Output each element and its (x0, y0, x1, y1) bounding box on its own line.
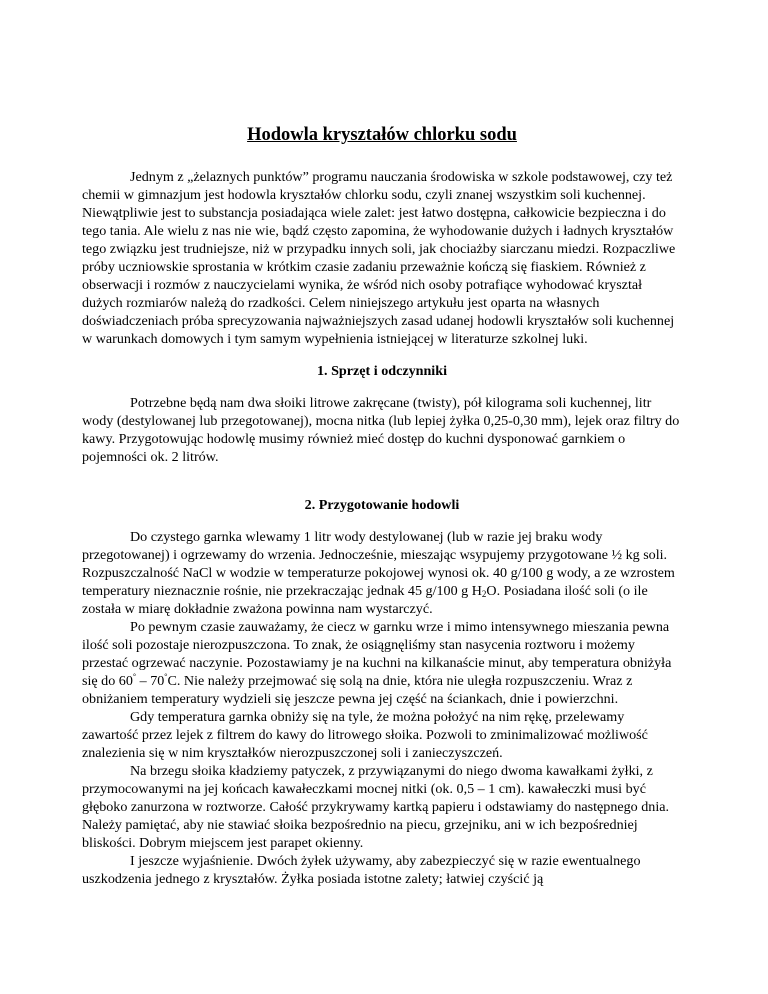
intro-paragraph: Jednym z „żelaznych punktów” programu nauczania środowiska w szkole podstawowej, czy też chemii w gimnazjum jest hodowla kryształów chlorku sodu, czyli znanej wszystkim soli kuchennej. Niewątpliwie jest to substancja posiadająca wiele zalet: jest łatwo dostępna, całkowicie bezpieczna i do tego tania. Ale wielu z nas nie wie, bądź często zapomina, że wyhodowanie dużych i ładnych kryształów tego związku jest trudniejsze, niż w przypadku innych soli, jak chociażby siarczanu miedzi. Rozpaczliwe próby uczniowskie sprostania w krótkim czasie zadaniu przeważnie kończą się fiaskiem. Również z obserwacji i rozmów z nauczycielami wynika, że wśród nich osoby potrafiące wyhodować kryształ dużych rozmiarów należą do rzadkości. Celem niniejszego artykułu jest oparta na własnych doświadczeniach próba sprecyzowania najważniejszych zasad udanej hodowli kryształów soli kuchennej w warunkach domowych i tym samym wypełnienia istniejącej w literaturze szkolnej luki. (82, 169, 676, 347)
preparation-paragraph-2: Po pewnym czasie zauważamy, że ciecz w garnku wrze i mimo intensywnego mieszania pewna ilość soli pozostaje nierozpuszczona. To znak, że osiągnęliśmy stan nasycenia roztworu i możemy przestać ogrzewać naczynie. Pozostawiamy je na kuchni na kilkanaście minut, aby temperatura obniżyła się do 60° – 70°C. Nie należy przejmować się solą na dnie, która nie uległa rozpuszczeniu. Wraz z obniżaniem temperatury wydzieli się jeszcze pewna jej część na ściankach, dnie i powierzchni. (82, 619, 672, 707)
degree-sign: ° (164, 672, 168, 681)
preparation-paragraph-4: Na brzegu słoika kładziemy patyczek, z przywiązanymi do niego dwoma kawałkami żyłki, z przymocowanymi na jej końcach kawałeczkami mocnej nitki (ok. 0,5 – 1 cm). kawałeczki musi być głęboko zanurzona w roztworze. Całość przykrywamy kartką papieru i odstawiamy do następnego dnia. Należy pamiętać, aby nie stawiać słoika bezpośrednio na piecu, grzejniku, ani w ich bezpośredniej bliskości. Dobrym miejscem jest parapet okienny. (82, 763, 670, 851)
document-content (82, 124, 682, 888)
degree-sign: ° (132, 672, 137, 681)
preparation-paragraph-5: I jeszcze wyjaśnienie. Dwóch żyłek używamy, aby zabezpieczyć się w razie ewentualnego uszkodzenia jednego z kryształów. Żyłka posiada istotne zalety; łatwiej czyścić ją (82, 853, 641, 887)
section-heading-preparation: 2. Przygotowanie hodowli (304, 497, 460, 513)
subscript-2: 2 (481, 589, 487, 599)
preparation-paragraph-1: Do czystego garnka wlewamy 1 litr wody destylowanej (lub w razie jej braku wody przegotowanej) i ogrzewamy do wrzenia. Jednocześnie, mieszając wsypujemy przygotowane ½ kg soli. Rozpuszczalność NaCl w wodzie w temperaturze pokojowej wynosi ok. 40 g/100 g wody, a ze wzrostem temperatury nieznacznie rośnie, nie przekraczając jednak 45 g/100 g $H_2O$. Posiadana ilość soli (o ile została w miarę dokładnie zważona powinna nam wystarczyć. (82, 529, 675, 617)
document-title: Hodowla kryształów chlorku sodu (247, 125, 517, 145)
equipment-paragraph: Potrzebne będą nam dwa słoiki litrowe zakręcane (twisty), pół kilograma soli kuchennej, litr wody (destylowanej lub przegotowanej), mocna nitka (lub lepiej żyłka 0,25-0,30 mm), lejek oraz filtry do kawy. Przygotowując hodowlę musimy również mieć dostęp do kuchni dysponować garnkiem o pojemności ok. 2 litrów. (82, 395, 680, 465)
preparation-paragraph-3: Gdy temperatura garnka obniży się na tyle, że można położyć na nim rękę, przelewamy zawartość przez lejek z filtrem do kawy do litrowego słoika. Pozwoli to zminimalizować możliwość znalezienia się w nim kryształków nierozpuszczonej soli i zanieczyszczeń. (82, 709, 648, 761)
section-heading-equipment: 1. Sprzęt i odczynniki (317, 363, 447, 379)
